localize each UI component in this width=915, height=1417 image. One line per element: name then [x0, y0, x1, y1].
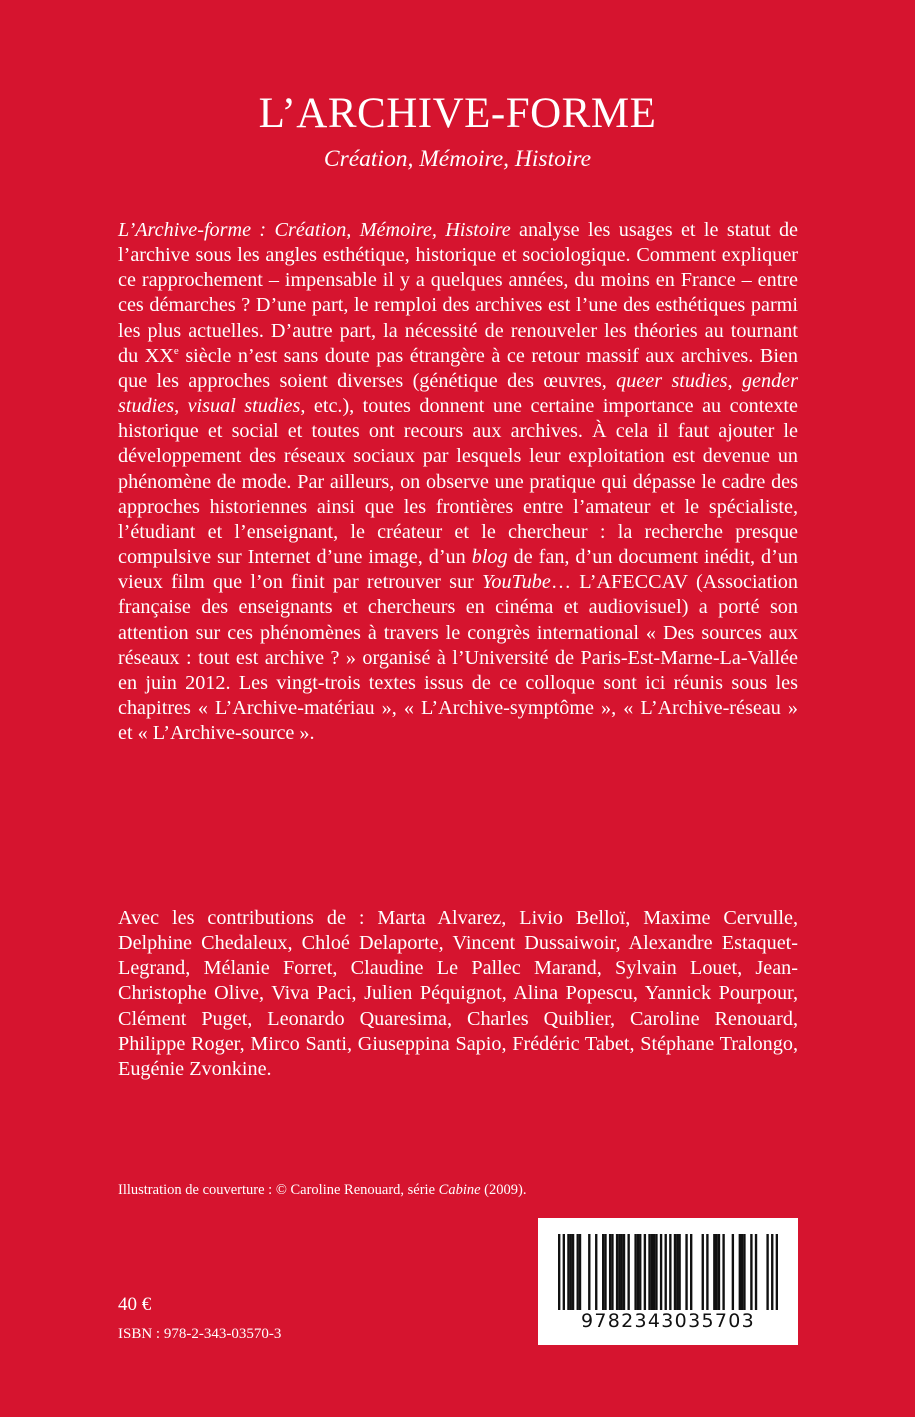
barcode-bar [644, 1234, 646, 1310]
book-subtitle: Création, Mémoire, Histoire [323, 146, 592, 172]
barcode-bar [755, 1234, 757, 1310]
summary-text-6: de fan, d’un document inédit, d’un vieux film que l’on finit par retrouver sur [118, 546, 799, 594]
summary-text-1: analyse les usages et le statut de l’archive sous les angles esthétique, historique et sociologique. Comment expliquer ce rapprochement – impensable il y a quelques années, du moins en France – entre ces démarches ? D’une part, le remploi des archives est l’une des esthétiques parmi les plus actuelles. D’autre part, la nécessité de renouveler les théories au tournant du XX [118, 219, 798, 367]
barcode-bar [618, 1234, 620, 1310]
barcode-bar [739, 1234, 741, 1310]
barcode-bars [558, 1234, 778, 1314]
credit-series-title: Cabine [438, 1182, 481, 1198]
barcode-bar [685, 1234, 687, 1310]
barcode-bar [567, 1234, 569, 1310]
barcode-bar [776, 1234, 778, 1310]
barcode-bar [627, 1234, 629, 1310]
barcode-bar [577, 1234, 579, 1310]
barcode-bar [674, 1234, 676, 1310]
barcode-bar [718, 1234, 720, 1310]
barcode-bar [616, 1234, 618, 1310]
barcode-bar [669, 1234, 671, 1310]
barcode-bar [766, 1234, 768, 1310]
barcode-bar [715, 1234, 717, 1310]
barcode-bar [579, 1234, 581, 1310]
barcode-bar [706, 1234, 708, 1310]
barcode-bar [602, 1234, 604, 1310]
barcode-bar [660, 1234, 662, 1310]
summary-paragraph [118, 218, 798, 746]
barcode-bar [637, 1234, 639, 1310]
barcode-bar [690, 1234, 692, 1310]
century-superscript: e [173, 344, 179, 357]
barcode-bar [588, 1234, 590, 1310]
barcode-bar [678, 1234, 680, 1310]
price: 40 € [118, 1294, 152, 1315]
barcode [538, 1218, 798, 1345]
book-title: L’ARCHIVE-FORME [258, 90, 657, 137]
barcode-bar [558, 1234, 560, 1310]
barcode-bar [732, 1234, 734, 1310]
barcode-bar [653, 1234, 655, 1310]
barcode-bar [572, 1234, 574, 1310]
summary-text-2: siècle n’est sans doute pas étrangère à ce retour massif aux archives. Bien que les approches soient diverses (génétique des œuvres, [118, 344, 798, 392]
isbn: ISBN : 978-2-343-03570-3 [118, 1326, 282, 1342]
credit-prefix: Illustration de couverture : © Caroline Renouard, série [118, 1182, 439, 1198]
summary-book-title: L’Archive-forme : Création, Mémoire, Histoire [118, 219, 511, 241]
barcode-bar [563, 1234, 565, 1310]
barcode-bar [604, 1234, 606, 1310]
barcode-bar [639, 1234, 641, 1310]
summary-italic-queer: queer studies [616, 369, 728, 392]
summary-text-7: … L’AFECCAV (Association française des enseignants et chercheurs en cinéma et audiovisuel) a porté son attention sur ces phénomènes à travers le congrès international « Des sources aux réseaux : tout est archive ? » organisé à l’Université de Paris-Est-Marne-La-Vallée en juin 2012. Les vingt-trois textes issus de ce colloque sont ici réunis sous les chapitres « L’Archive-matériau », « L’Archive-symptôme », « L’Archive-réseau » et « L’Archive-source ». [118, 571, 798, 745]
barcode-bar [702, 1234, 704, 1310]
barcode-bar [665, 1234, 667, 1310]
barcode-bar [676, 1234, 678, 1310]
barcode-bar [595, 1234, 597, 1310]
summary-italic-blog: blog [471, 546, 508, 569]
barcode-bar [651, 1234, 653, 1310]
barcode-bar [648, 1234, 650, 1310]
summary-italic-visual: visual studies [187, 395, 301, 418]
barcode-bar [621, 1234, 623, 1310]
cover-credit [118, 1181, 526, 1199]
barcode-bar [570, 1234, 572, 1310]
summary-italic-gender: gender studies [118, 369, 798, 418]
barcode-bar [634, 1234, 636, 1310]
barcode-bar [713, 1234, 715, 1310]
barcode-bar [655, 1234, 657, 1310]
barcode-bar [722, 1234, 724, 1310]
barcode-bar [611, 1234, 613, 1310]
summary-text-3: , [727, 369, 742, 392]
contributors-paragraph: Avec les contributions de : Marta Alvarez, Livio Belloï, Maxime Cervulle, Delphine Chedaleux, Chloé Delaporte, Vincent Dussaiwoir, Alexandre Estaquet-Legrand, Mélanie Forret, Claudine Le Pallec Marand, Sylvain Louet, Jean-Christophe Olive, Viva Paci, Julien Péquignot, Alina Popescu, Yannick Pourpour, Clément Puget, Leonardo Quaresima, Charles Quiblier, Caroline Renouard, Philippe Roger, Mirco Santi, Giuseppina Sapio, Frédéric Tabet, Stéphane Tralongo, Eugénie Zvonkine. [118, 907, 798, 1080]
barcode-bar [771, 1234, 773, 1310]
barcode-bar [750, 1234, 752, 1310]
credit-suffix: (2009). [480, 1182, 527, 1198]
summary-italic-youtube: YouTube [482, 571, 551, 594]
summary-text-4: , [174, 395, 188, 418]
barcode-digits: 9782343035703 [580, 1310, 756, 1332]
barcode-bar [623, 1234, 625, 1310]
barcode-bar [609, 1234, 611, 1310]
barcode-bar [743, 1234, 745, 1310]
summary-text-5: , etc.), toutes donnent une certaine importance au contexte historique et social et toutes ont recours aux archives. À cela il faut ajouter le développement des réseaux sociaux par lesquels leur exploitation est devenue un phénomène de mode. Par ailleurs, on observe une pratique qui dépasse le cadre des approches historiennes ainsi que les frontières entre l’amateur et le spécialiste, l’étudiant et l’enseignant, le créateur et le chercheur : la recherche presque compulsive sur Internet d’une image, d’un [118, 395, 798, 569]
barcode-bar [741, 1234, 743, 1310]
